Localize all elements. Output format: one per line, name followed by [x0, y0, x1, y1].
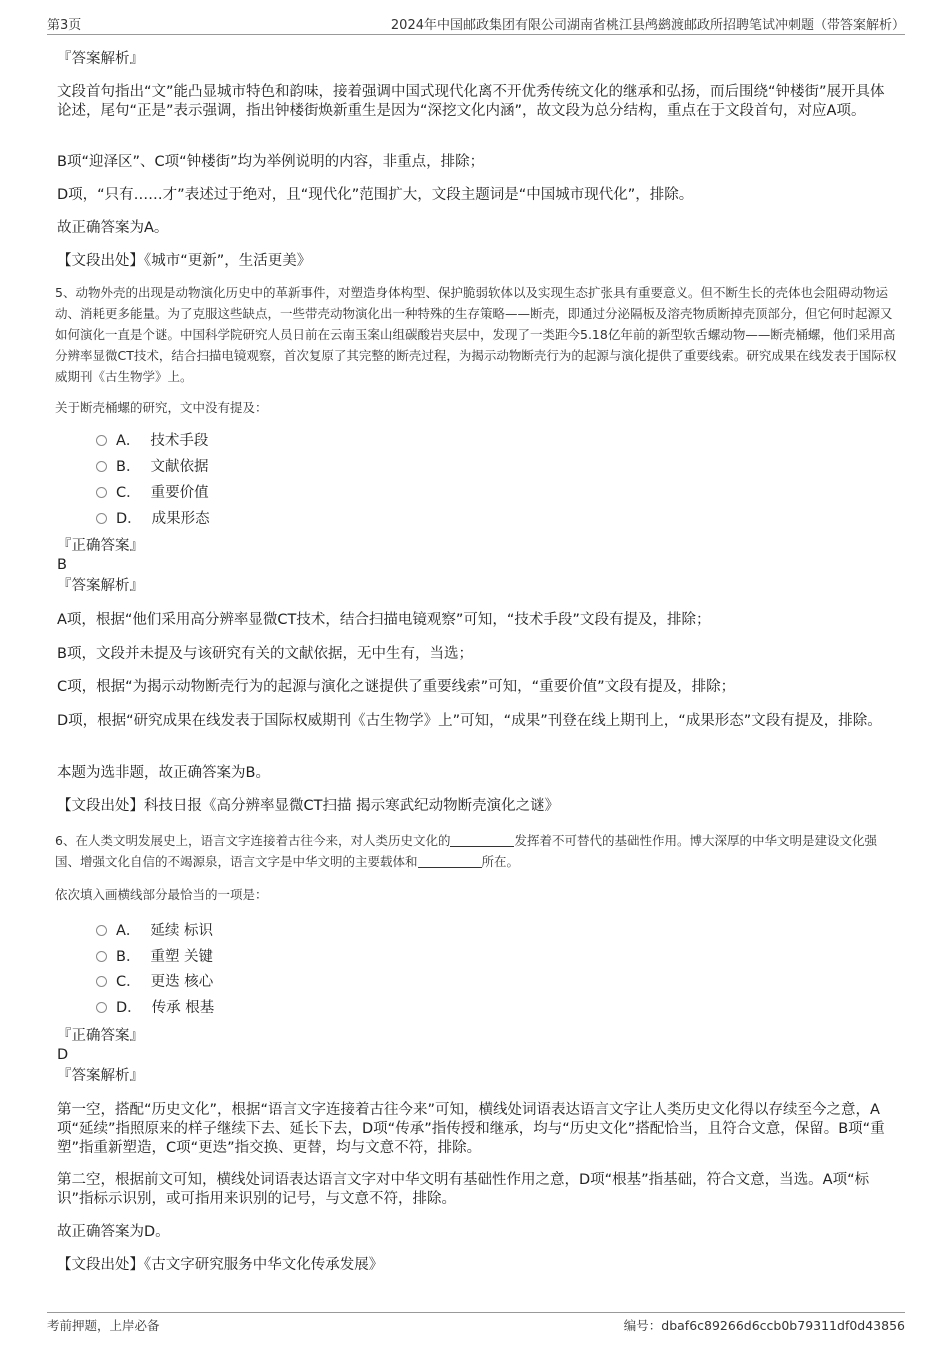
radio-button[interactable]: [96, 435, 107, 446]
correct-answer-label: 『正确答案』: [57, 1028, 144, 1044]
correct-answer: D: [57, 1047, 69, 1063]
question-stem: 6、在人类文明发展史上，语言文字连接着古往今来，对人类历史文化的 发挥着不可替代的基础性作用。博大深厚的中华文明是建设文化强国、增强文化自信的不竭源泉，语言文字是中华文明的主要载体和 所在。: [55, 833, 877, 869]
source-citation: 【文段出处】《城市“更新”，生活更美》: [57, 253, 312, 269]
radio-button[interactable]: [96, 925, 107, 936]
analysis-paragraph: B项，文段并未提及与该研究有关的文献依据，无中生有，当选；: [57, 646, 473, 662]
fill-blank: [418, 855, 482, 868]
radio-button[interactable]: [96, 487, 107, 498]
radio-button[interactable]: [96, 1002, 107, 1013]
analysis-paragraph: D项，“只有……才”表述过于绝对，且“现代化”范围扩大，文段主题词是“中国城市现代化”，排除。: [57, 187, 694, 203]
option-a[interactable]: A． 技术手段: [96, 431, 208, 451]
question-stem: 5、动物外壳的出现是动物演化历史中的革新事件，对塑造身体构型、保护脆弱软体以及实现生态扩张具有重要意义。但不断生长的壳体也会阻碍动物运动、消耗更多能量。为了克服这些缺点，一些带壳动物演化出一种特殊的生存策略——断壳，即通过分泌隔板及溶壳物质断掉壳顶部分，但它何时起源又如何演化一直是个谜。中国科学院研究人员日前在云南玉案山组碳酸岩夹层中，发现了一类距今5.18亿年前的新型软舌螺动物——断壳桶螺，他们采用高分辨率显微CT技术，结合扫描电镜观察，首次复原了其完整的断壳过程，为揭示动物断壳行为的起源与演化提供了重要线索。研究成果在线发表于国际权威期刊《古生物学》上。: [55, 285, 897, 384]
page-footer: [47, 1312, 905, 1335]
radio-button[interactable]: [96, 461, 107, 472]
analysis-paragraph: 文段首句指出“文”能凸显城市特色和韵味，接着强调中国式现代化离不开优秀传统文化的继承和弘扬，而后围绕“钟楼街”展开具体论述，尾句“正是”表示强调，指出钟楼街焕新重生是因为“深挖文化内涵”，故文段为总分结构，重点在于文段首句，对应A项。: [57, 84, 885, 119]
analysis-label: 『答案解析』: [57, 1068, 144, 1084]
analysis-conclusion: 故正确答案为A。: [57, 220, 169, 236]
page-number: 第3页: [47, 18, 82, 33]
radio-button[interactable]: [96, 513, 107, 524]
correct-answer-label: 『正确答案』: [57, 538, 144, 554]
analysis-paragraph: 第一空，搭配“历史文化”，根据“语言文字连接着古往今来”可知，横线处词语表达语言文字让人类历史文化得以存续至今之意，A项“延续”指照原来的样子继续下去、延长下去，D项“传承”指传授和继承，均与“历史文化”搭配恰当，且符合文意，保留。B项“重塑”指重新塑造，C项“更迭”指交换、更替，均与文意不符，排除。: [57, 1102, 885, 1156]
analysis-conclusion: 本题为选非题，故正确答案为B。: [57, 765, 270, 781]
document-id: 编号：dbaf6c89266d6ccb0b79311df0d43856: [623, 1318, 905, 1333]
source-citation: 【文段出处】科技日报《高分辨率显微CT扫描 揭示寒武纪动物断壳演化之谜》: [57, 798, 560, 814]
option-d[interactable]: D． 传承 根基: [96, 998, 214, 1018]
option-d[interactable]: D． 成果形态: [96, 509, 210, 529]
option-a[interactable]: A． 延续 标识: [96, 921, 213, 941]
page-header: [47, 14, 905, 35]
document-title: 2024年中国邮政集团有限公司湖南省桃江县鸬鹚渡邮政所招聘笔试冲刺题（带答案解析）: [390, 18, 905, 33]
analysis-conclusion: 故正确答案为D。: [57, 1224, 170, 1240]
analysis-paragraph: C项，根据“为揭示动物断壳行为的起源与演化之谜提供了重要线索”可知，“重要价值”文段有提及，排除；: [57, 679, 736, 695]
option-b[interactable]: B． 重塑 关键: [96, 947, 213, 967]
analysis-label: 『答案解析』: [57, 51, 144, 67]
analysis-paragraph: D项，根据“研究成果在线发表于国际权威期刊《古生物学》上”可知，“成果”刊登在线上期刊上，“成果形态”文段有提及，排除。: [57, 713, 882, 729]
option-c[interactable]: C． 重要价值: [96, 483, 209, 503]
analysis-label: 『答案解析』: [57, 578, 144, 594]
fill-blank: [450, 834, 514, 847]
correct-answer: B: [57, 557, 67, 573]
analysis-paragraph: A项，根据“他们采用高分辨率显微CT技术，结合扫描电镜观察”可知，“技术手段”文段有提及，排除；: [57, 612, 711, 628]
footer-slogan: 考前押题，上岸必备: [47, 1318, 160, 1333]
analysis-paragraph: B项“迎泽区”、C项“钟楼街”均为举例说明的内容，非重点，排除；: [57, 154, 485, 170]
question-prompt: 依次填入画横线部分最恰当的一项是：: [55, 887, 268, 902]
question-prompt: 关于断壳桶螺的研究，文中没有提及：: [55, 400, 268, 415]
analysis-paragraph: 第二空，根据前文可知，横线处词语表达语言文字对中华文明有基础性作用之意，D项“根基”指基础，符合文意，当选。A项“标识”指标示识别，或可指用来识别的记号，与文意不符，排除。: [57, 1172, 870, 1207]
radio-button[interactable]: [96, 976, 107, 987]
radio-button[interactable]: [96, 951, 107, 962]
option-b[interactable]: B． 文献依据: [96, 457, 208, 477]
option-c[interactable]: C． 更迭 核心: [96, 972, 213, 992]
source-citation: 【文段出处】《古文字研究服务中华文化传承发展》: [57, 1257, 384, 1273]
